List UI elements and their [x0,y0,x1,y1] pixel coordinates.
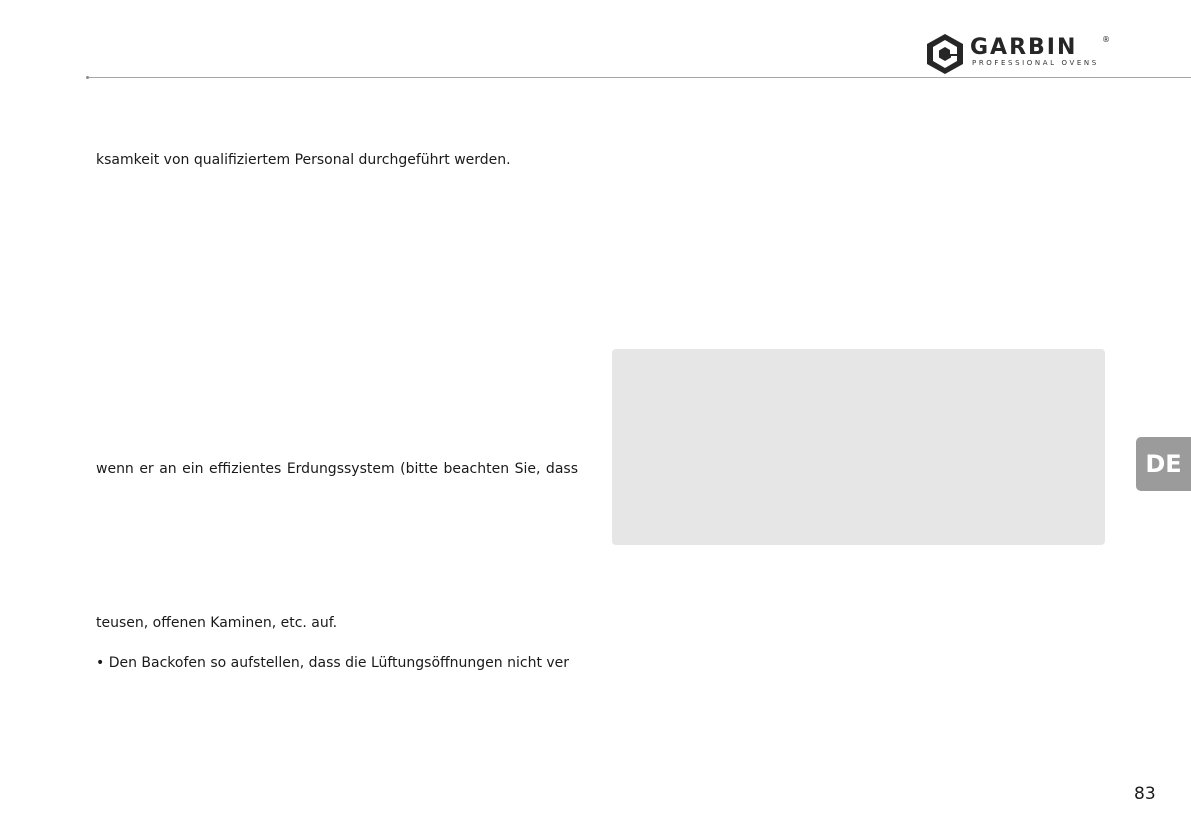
body-text-bullet: • Den Backofen so aufstellen, dass die Lüftungsöffnungen nicht ver [96,655,570,671]
page-number: 83 [1134,784,1156,804]
body-text-line: ksamkeit von qualifiziertem Personal durchgeführt werden. [96,152,511,168]
logo-wordmark: GARBIN [970,35,1078,60]
body-text-line: teusen, offenen Kaminen, etc. auf. [96,615,338,631]
logo-tagline: PROFESSIONAL OVENS [972,59,1099,67]
header-divider-dot [86,76,89,79]
logo-registered-mark: ® [1102,35,1110,44]
info-box [612,349,1105,545]
header-divider [87,77,1191,78]
language-tab[interactable]: DE [1136,437,1191,491]
garbin-logo-icon [926,34,964,74]
garbin-logo [926,34,1111,74]
body-text-line: wenn er an ein effizientes Erdungssystem (bitte beachten Sie, dass [96,461,578,477]
